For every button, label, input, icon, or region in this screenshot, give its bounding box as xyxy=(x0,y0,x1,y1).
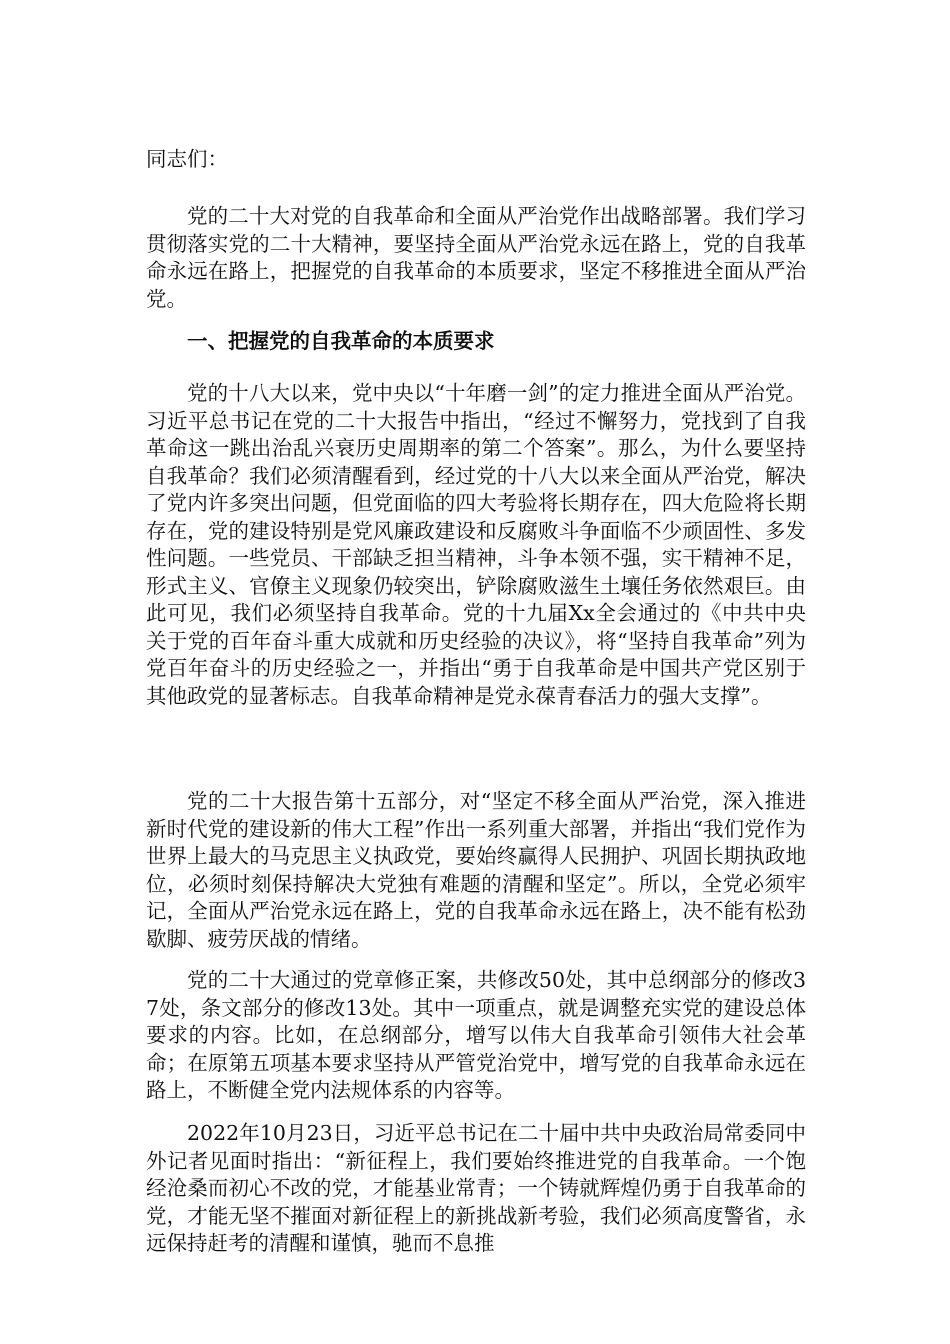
salutation: 同志们： xyxy=(146,147,228,171)
intro-paragraph: 党的二十大对党的自我革命和全面从严治党作出战略部署。我们学习贯彻落实党的二十大精神，要坚持全面从严治党永远在路上，党的自我革命永远在路上，把握党的自我革命的本质要求，坚定不移推进全面从严治党。 xyxy=(146,204,806,311)
body-paragraph: 2022年10月23日，习近平总书记在二十届中共中央政治局常委同中外记者见面时指出：“新征程上，我们要始终推进党的自我革命。一个饱经沧桑而初心不改的党，才能基业常青；一个铸就辉煌仍勇于自我革命的党，才能无坚不摧面对新征程上的新挑战新考验，我们必须高度警省，永远保持赶考的清醒和谨慎，驰而不息推 xyxy=(146,1121,806,1255)
section-heading: 一、把握党的自我革命的本质要求 xyxy=(187,329,495,353)
body-paragraph: 党的二十大通过的党章修正案，共修改50处，其中总纲部分的修改37处，条文部分的修改13处。其中一项重点，就是调整充实党的建设总体要求的内容。比如，在总纲部分，增写以伟大自我革命引领伟大社会革命；在原第五项基本要求坚持从严管党治党中，增写党的自我革命永远在路上，不断健全党内法规体系的内容等。 xyxy=(146,968,806,1102)
body-paragraph: 党的十八大以来，党中央以“十年磨一剑”的定力推进全面从严治党。习近平总书记在党的二十大报告中指出，“经过不懈努力，党找到了自我革命这一跳出治乱兴衰历史周期率的第二个答案”。那么，为什么要坚持自我革命？我们必须清醒看到，经过党的十八大以来全面从严治党，解决了党内许多突出问题，但党面临的四大考验将长期存在，四大危险将长期存在，党的建设特别是党风廉政建设和反腐败斗争面临不少顽固性、多发性问题。一些党员、干部缺乏担当精神，斗争本领不强，实干精神不足，形式主义、官僚主义现象仍较突出，铲除腐败滋生土壤任务依然艰巨。由此可见，我们必须坚持自我革命。党的十九届Xx全会通过的《中共中央关于党的百年奋斗重大成就和历史经验的决议》，将“坚持自我革命”列为党百年奋斗的历史经验之一，并指出“勇于自我革命是中国共产党区别于其他政党的显著标志。自我革命精神是党永葆青春活力的强大支撑”。 xyxy=(146,381,806,708)
body-paragraph: 党的二十大报告第十五部分，对“坚定不移全面从严治党，深入推进新时代党的建设新的伟大工程”作出一系列重大部署，并指出“我们党作为世界上最大的马克思主义执政党，要始终赢得人民拥护、巩固长期执政地位，必须时刻保持解决大党独有难题的清醒和坚定”。所以，全党必须牢记，全面从严治党永远在路上，党的自我革命永远在路上，决不能有松劲歇脚、疲劳厌战的情绪。 xyxy=(146,789,806,951)
